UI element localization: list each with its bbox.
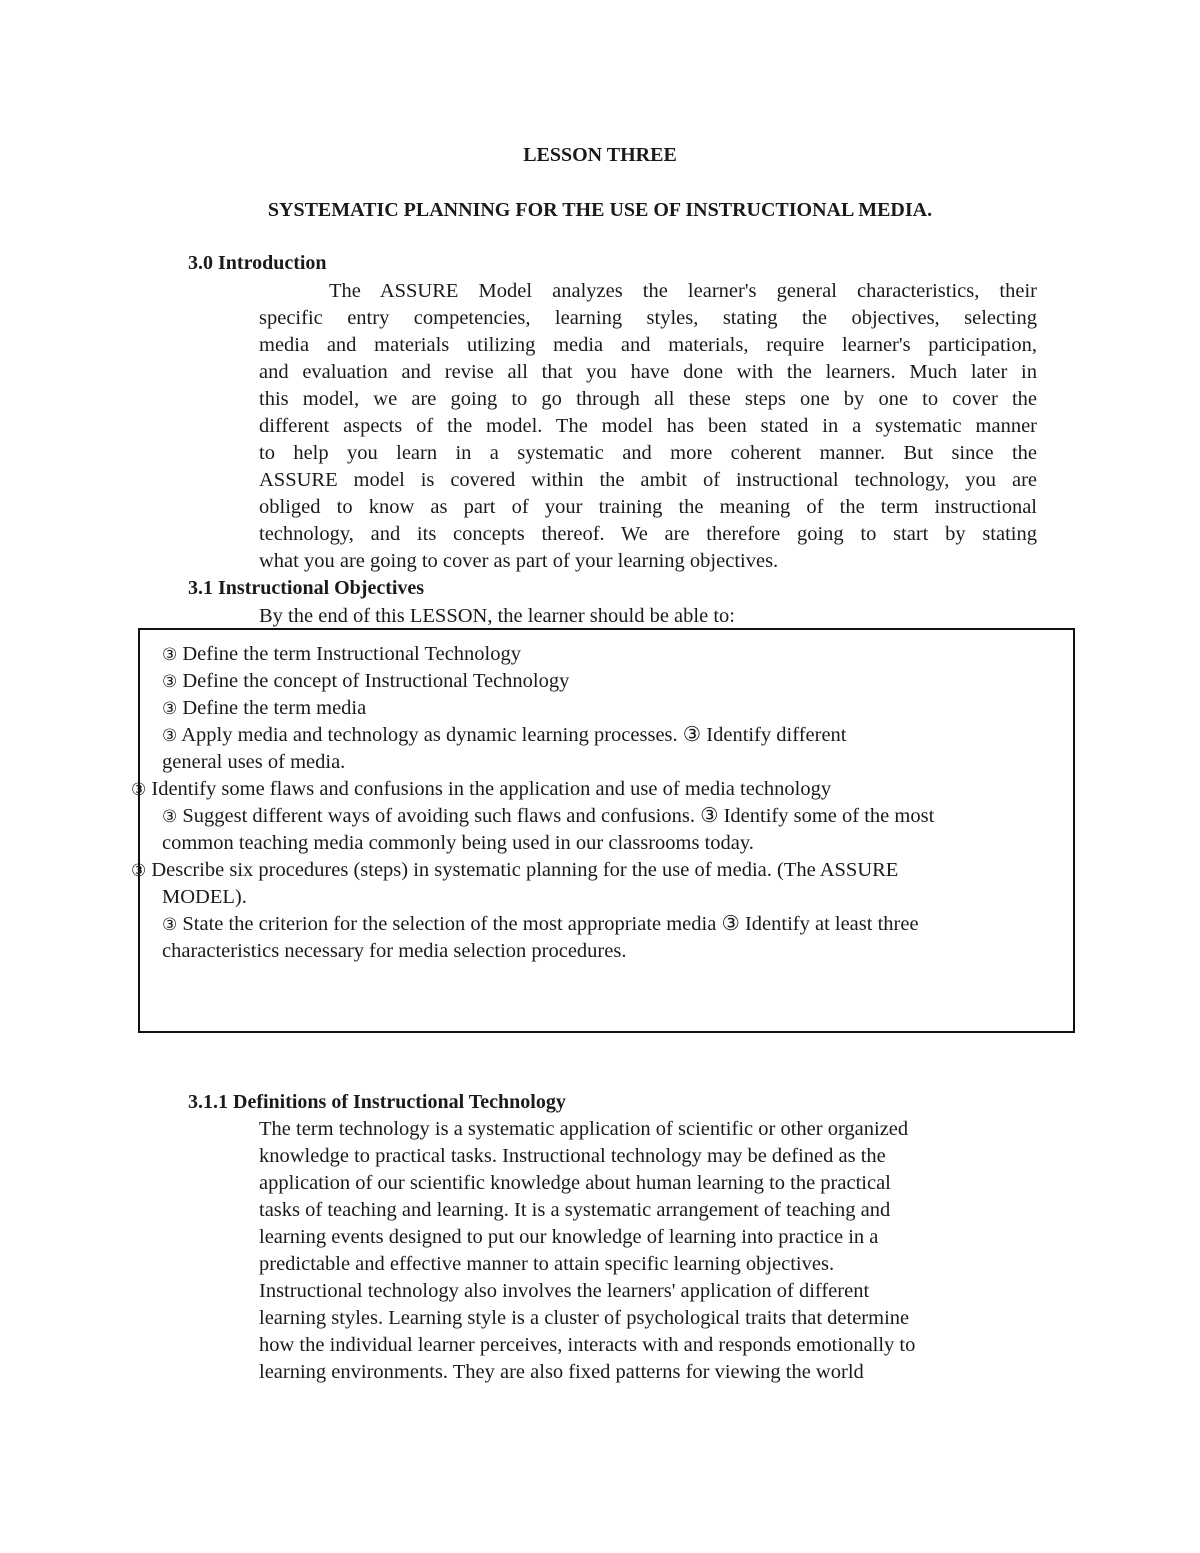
objective-text: Define the term media <box>177 697 367 719</box>
objective-item <box>162 749 345 776</box>
definitions-line: learning styles. Learning style is a cluster of psychological traits that determine <box>259 1307 910 1329</box>
definitions-heading: 3.1.1 Definitions of Instructional Technology <box>188 1091 566 1113</box>
intro-line: specific entry competencies, learning styles, stating the objectives, selecting <box>259 307 1037 329</box>
bullet-icon: ③ <box>131 861 147 881</box>
objective-text: MODEL). <box>162 886 247 908</box>
objective-text: Define the term Instructional Technology <box>177 643 521 665</box>
intro-line: this model, we are going to go through all these steps one by one to cover the <box>259 388 1037 410</box>
objective-text: Describe six procedures (steps) in systematic planning for the use of media. (The ASSURE <box>146 859 899 881</box>
objective-text: Define the concept of Instructional Technology <box>177 670 570 692</box>
objectives-heading: 3.1 Instructional Objectives <box>188 577 425 599</box>
intro-line: ASSURE model is covered within the ambit of instructional technology, you are <box>259 469 1037 491</box>
objective-text: Identify some flaws and confusions in the application and use of media technology <box>146 778 832 800</box>
definitions-line: how the individual learner perceives, interacts with and responds emotionally to <box>259 1334 916 1356</box>
objective-text: general uses of media. <box>162 751 346 773</box>
objective-item <box>162 641 521 669</box>
intro-line: what you are going to cover as part of your learning objectives. <box>259 550 779 572</box>
objective-item <box>162 884 247 911</box>
intro-paragraph <box>259 278 1037 575</box>
intro-line: technology, and its concepts thereof. We are therefore going to start by stating <box>259 523 1037 545</box>
objective-item <box>162 911 919 939</box>
objective-item <box>162 803 934 831</box>
objective-item <box>162 938 626 965</box>
objective-text: State the criterion for the selection of the most appropriate media ③ Identify at least three <box>177 913 919 935</box>
objectives-lead: By the end of this LESSON, the learner should be able to: <box>259 605 735 627</box>
definitions-line: application of our scientific knowledge about human learning to the practical <box>259 1172 891 1194</box>
objective-item <box>162 722 847 750</box>
intro-line: to help you learn in a systematic and more coherent manner. But since the <box>259 442 1037 464</box>
objective-item <box>162 830 754 857</box>
bullet-icon: ③ <box>162 672 178 692</box>
definitions-line: predictable and effective manner to attain specific learning objectives. <box>259 1253 835 1275</box>
intro-line: The ASSURE Model analyzes the learner's general characteristics, their <box>329 280 1037 302</box>
bullet-icon: ③ <box>162 915 178 935</box>
objective-text: common teaching media commonly being used in our classrooms today. <box>162 832 754 854</box>
definitions-line: tasks of teaching and learning. It is a systematic arrangement of teaching and <box>259 1199 891 1221</box>
objective-text: characteristics necessary for media selection procedures. <box>162 940 627 962</box>
definitions-line: learning events designed to put our knowledge of learning into practice in a <box>259 1226 879 1248</box>
intro-line: media and materials utilizing media and materials, require learner's participation, <box>259 334 1037 356</box>
definitions-line: Instructional technology also involves the learners' application of different <box>259 1280 870 1302</box>
bullet-icon: ③ <box>162 645 178 665</box>
lesson-subtitle: SYSTEMATIC PLANNING FOR THE USE OF INSTRUCTIONAL MEDIA. <box>267 199 933 221</box>
bullet-icon: ③ <box>162 699 178 719</box>
definitions-line: The term technology is a systematic application of scientific or other organized <box>259 1118 909 1140</box>
lesson-title: LESSON THREE <box>523 144 677 166</box>
intro-line: obliged to know as part of your training the meaning of the term instructional <box>259 496 1037 518</box>
objective-item <box>131 857 898 885</box>
bullet-icon: ③ <box>162 726 178 746</box>
bullet-icon: ③ <box>162 807 178 827</box>
definitions-paragraph <box>259 1116 915 1386</box>
objective-item <box>162 668 569 696</box>
objective-item <box>131 776 831 804</box>
intro-line: different aspects of the model. The model has been stated in a systematic manner <box>259 415 1037 437</box>
definitions-line: knowledge to practical tasks. Instructional technology may be defined as the <box>259 1145 886 1167</box>
intro-heading: 3.0 Introduction <box>188 252 327 274</box>
objective-item <box>162 695 366 723</box>
objective-text: Apply media and technology as dynamic learning processes. ③ Identify different <box>177 724 847 746</box>
bullet-icon: ③ <box>131 780 147 800</box>
objective-text: Suggest different ways of avoiding such flaws and confusions. ③ Identify some of the most <box>177 805 935 827</box>
definitions-line: learning environments. They are also fixed patterns for viewing the world <box>259 1361 864 1383</box>
intro-line: and evaluation and revise all that you have done with the learners. Much later in <box>259 361 1037 383</box>
